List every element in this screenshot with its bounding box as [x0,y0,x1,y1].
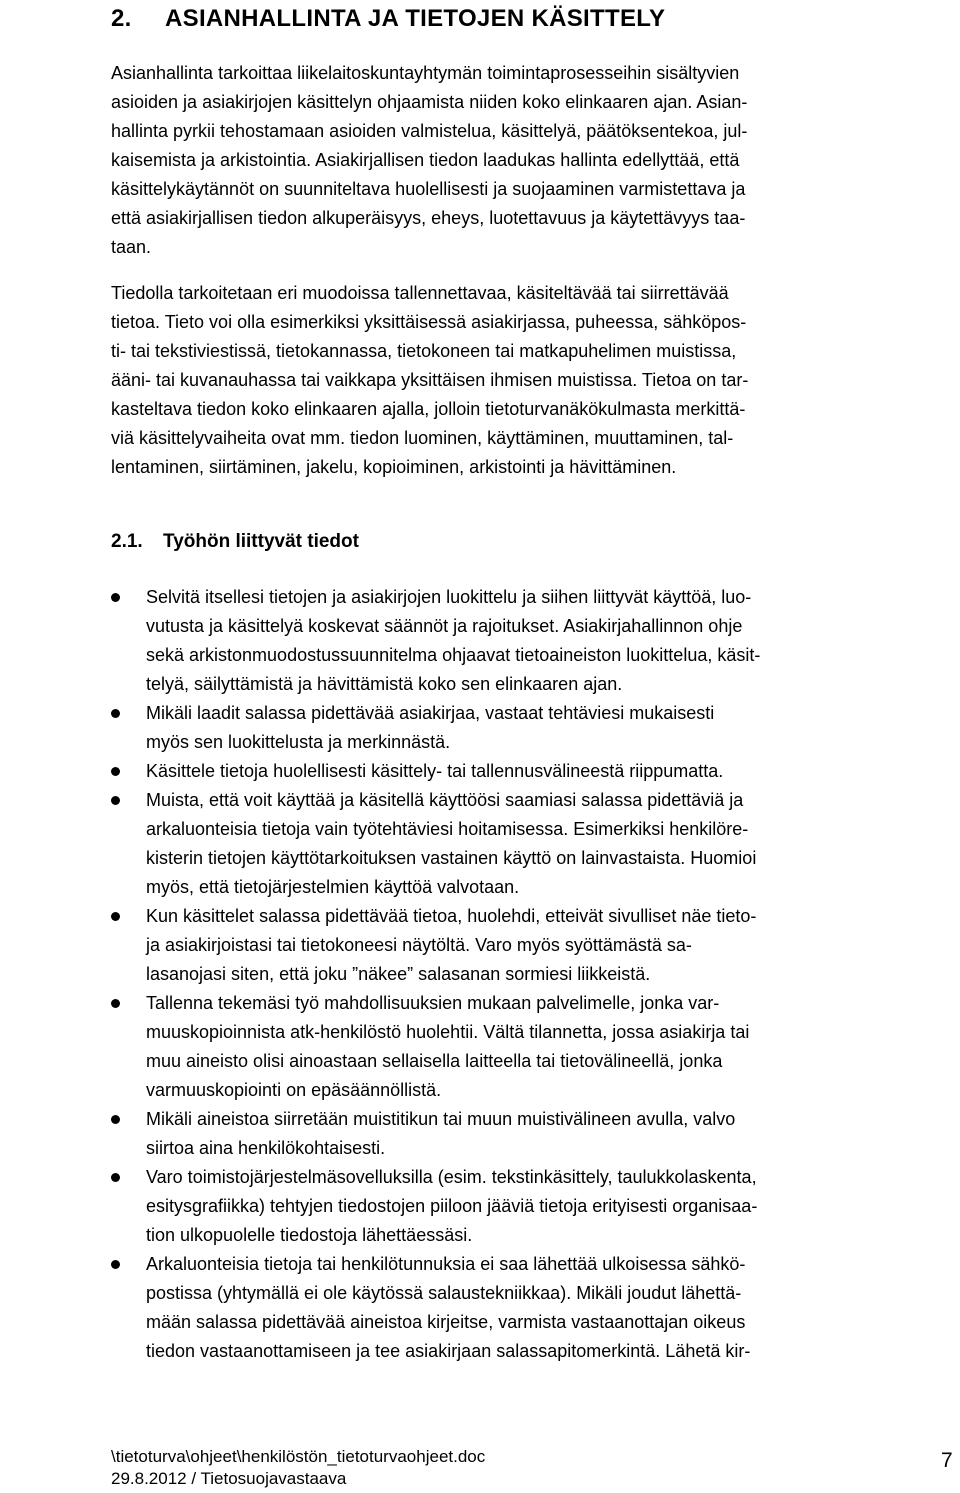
paragraph-line: taan. [111,237,152,257]
list-item [111,989,956,1105]
paragraph-line: tietoa. Tieto voi olla esimerkiksi yksittäisessä asiakirjassa, puheessa, sähköpos- [111,312,747,332]
paragraph-line: että asiakirjallisen tiedon alkuperäisyys, eheys, luotettavuus ja käytettävyys taa- [111,208,746,228]
page-footer [111,1446,485,1490]
paragraph-line: Asianhallinta tarkoittaa liikelaitoskuntayhtymän toimintaprosesseihin sisältyvien [111,63,740,83]
list-item-line: muu aineisto olisi ainoastaan sellaisella laitteella tai tietovälineellä, jonka [146,1051,723,1071]
list-item [111,786,956,902]
list-item-line: Varo toimistojärjestelmäsovelluksilla (esim. tekstinkäsittely, taulukkolaskenta, [146,1167,757,1187]
guideline-list [111,583,956,1366]
list-item [111,699,956,757]
list-item-line: mään salassa pidettävää aineistoa kirjeitse, varmista vastaanottajan oikeus [146,1312,746,1332]
list-item-line: myös sen luokittelusta ja merkinnästä. [146,732,451,752]
bullet-icon [111,1115,120,1124]
list-item [111,1250,956,1366]
list-item-line: lasanojasi siten, että joku ”näkee” salasanan sormiesi liikkeistä. [146,964,651,984]
list-item [111,757,956,786]
list-item-line: tiedon vastaanottamiseen ja tee asiakirjaan salassapitomerkintä. Lähetä kir- [146,1341,751,1361]
list-item-line: vutusta ja käsittelyä koskevat säännöt ja rajoitukset. Asiakirjahallinnon ohje [146,616,743,636]
section-heading [111,2,665,36]
list-item-line: postissa (yhtymällä ei ole käytössä salaustekniikkaa). Mikäli joudut lähettä- [146,1283,742,1303]
paragraph-line: viä käsittelyvaiheita ovat mm. tiedon luominen, käyttäminen, muuttaminen, tal- [111,428,734,448]
paragraph-line: Tiedolla tarkoitetaan eri muodoissa tallennettavaa, käsiteltävää tai siirrettävää [111,283,729,303]
list-item-line: Mikäli aineistoa siirretään muistitikun tai muun muistivälineen avulla, valvo [146,1109,736,1129]
list-item [111,1105,956,1163]
list-item-line: arkaluonteisia tietoja vain työtehtäviesi hoitamisessa. Esimerkiksi henkilöre- [146,819,749,839]
paragraph-line: ti- tai tekstiviestissä, tietokannassa, tietokoneen tai matkapuhelimen muistissa, [111,341,737,361]
bullet-icon [111,1173,120,1182]
list-item-line: siirtoa aina henkilökohtaisesti. [146,1138,386,1158]
list-item-line: Muista, että voit käyttää ja käsitellä käyttöösi saamiasi salassa pidettäviä ja [146,790,744,810]
paragraph-line: hallinta pyrkii tehostamaan asioiden valmistelua, käsittelyä, päätöksentekoa, jul- [111,121,748,141]
section-number: 2. [111,5,132,32]
list-item-line: myös, että tietojärjestelmien käyttöä valvotaan. [146,877,520,897]
list-item [111,583,956,699]
footer-date-author: 29.8.2012 / Tietosuojavastaava [111,1469,347,1488]
list-item-line: Mikäli laadit salassa pidettävää asiakirjaa, vastaat tehtäviesi mukaisesti [146,703,715,723]
page-number: 7 [941,1449,953,1472]
paragraph-line: ääni- tai kuvanauhassa tai vaikkapa yksittäisen ihmisen muistissa. Tietoa on tar- [111,370,749,390]
bullet-icon [111,796,120,805]
list-item-line: muuskopioinnista atk-henkilöstö huolehtii. Vältä tilannetta, jossa asiakirja tai [146,1022,750,1042]
paragraph-asianhallinta [111,59,953,262]
bullet-icon [111,999,120,1008]
list-item-line: Käsittele tietoja huolellisesti käsittely- tai tallennusvälineestä riippumatta. [146,761,724,781]
list-item-line: Selvitä itsellesi tietojen ja asiakirjojen luokittelu ja siihen liittyvät käyttöä, luo- [146,587,752,607]
bullet-icon [111,912,120,921]
list-item-line: tion ulkopuolelle tiedostoja lähettäessäsi. [146,1225,473,1245]
list-item-line: varmuuskopiointi on epäsäännöllistä. [146,1080,442,1100]
bullet-icon [111,593,120,602]
footer-file-path: \tietoturva\ohjeet\henkilöstön_tietoturvaohjeet.doc [111,1447,486,1466]
paragraph-line: kaisemista ja arkistointia. Asiakirjallisen tiedon laadukas hallinta edellyttää, että [111,150,740,170]
list-item-line: ja asiakirjoistasi tai tietokoneesi näytöltä. Varo myös syöttämästä sa- [146,935,692,955]
list-item-line: sekä arkistonmuodostussuunnitelma ohjaavat tietoaineiston luokittelua, käsit- [146,645,761,665]
list-item-line: Kun käsittelet salassa pidettävää tietoa, huolehdi, etteivät sivulliset näe tieto- [146,906,757,926]
subsection-heading [111,527,359,557]
subsection-title: Työhön liittyvät tiedot [163,531,359,552]
bullet-icon [111,767,120,776]
subsection-number: 2.1. [111,531,143,552]
paragraph-line: kasteltava tiedon koko elinkaaren ajalla, jolloin tietoturvanäkökulmasta merkittä- [111,399,746,419]
paragraph-line: käsittelykäytännöt on suunniteltava huolellisesti ja suojaaminen varmistettava ja [111,179,746,199]
paragraph-line: asioiden ja asiakirjojen käsittelyn ohjaamista niiden koko elinkaaren ajan. Asian- [111,92,748,112]
list-item [111,902,956,989]
bullet-icon [111,709,120,718]
list-item-line: telyä, säilyttämistä ja hävittämistä koko sen elinkaaren ajan. [146,674,623,694]
section-title: ASIANHALLINTA JA TIETOJEN KÄSITTELY [165,5,666,32]
list-item-line: Arkaluonteisia tietoja tai henkilötunnuksia ei saa lähettää ulkoisessa sähkö- [146,1254,746,1274]
paragraph-line: lentaminen, siirtäminen, jakelu, kopioiminen, arkistointi ja hävittäminen. [111,457,677,477]
list-item [111,1163,956,1250]
list-item-line: esitysgrafiikka) tehtyjen tiedostojen piiloon jääviä tietoja erityisesti organisaa- [146,1196,758,1216]
paragraph-tiedolla [111,279,953,482]
bullet-icon [111,1260,120,1269]
list-item-line: kisterin tietojen käyttötarkoituksen vastainen käyttö on lainvastaista. Huomioi [146,848,757,868]
list-item-line: Tallenna tekemäsi työ mahdollisuuksien mukaan palvelimelle, jonka var- [146,993,720,1013]
